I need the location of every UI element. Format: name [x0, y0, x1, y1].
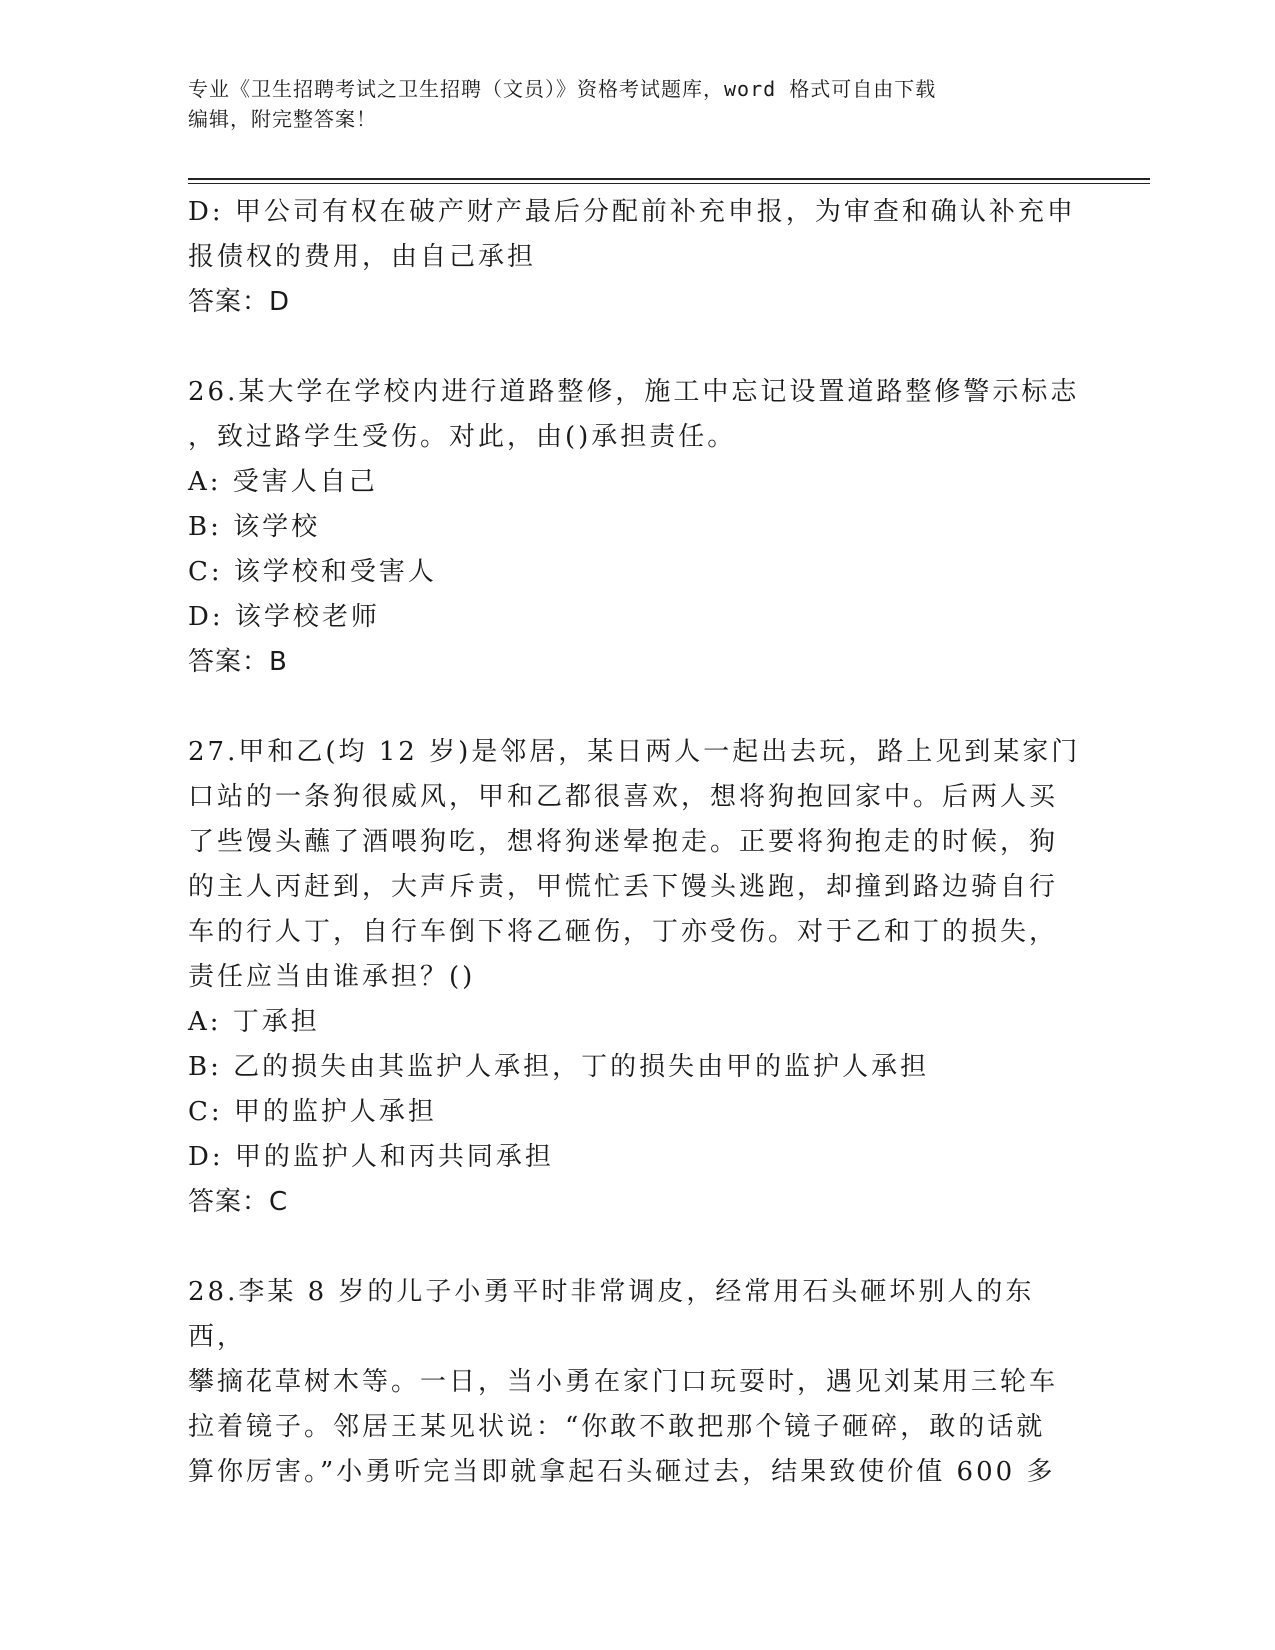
option-b: B: 该学校: [188, 512, 321, 542]
option-d: D: 甲的监护人和丙共同承担: [188, 1142, 554, 1172]
header-divider-thick: [188, 178, 1150, 180]
question-27: [188, 730, 1088, 1225]
previous-question-tail: [188, 190, 1088, 325]
option-d: D: 甲公司有权在破产财产最后分配前补充申报，为审查和确认补充申 报债权的费用，由自己承担: [188, 197, 1076, 272]
document-header: 专业《卫生招聘考试之卫生招聘（文员）》资格考试题库，word 格式可自由下载 编辑，附完整答案！: [188, 77, 937, 131]
question-stem: 26.某大学在学校内进行道路整修，施工中忘记设置道路整修警示标志 ，致过路学生受伤。对此，由()承担责任。: [188, 377, 1080, 452]
option-a: A: 丁承担: [188, 1007, 320, 1037]
question-content: [188, 190, 1088, 1495]
question-26: [188, 370, 1088, 685]
option-a: A: 受害人自己: [188, 467, 378, 497]
answer-line: 答案：C: [188, 1187, 289, 1217]
question-stem: 28.李某 8 岁的儿子小勇平时非常调皮，经常用石头砸坏别人的东西， 攀摘花草树木等。一日，当小勇在家门口玩耍时，遇见刘某用三轮车 拉着镜子。邻居王某见状说：“你敢不敢把那个镜子砸碎，敢的话就 算你厉害。”小勇听完当即就拿起石头砸过去，结果致使价值 600 多: [188, 1277, 1059, 1487]
header-divider-thin: [188, 183, 1150, 184]
question-28: [188, 1270, 1088, 1495]
question-stem: 27.甲和乙(均 12 岁)是邻居，某日两人一起出去玩，路上见到某家门 口站的一条狗很威风，甲和乙都很喜欢，想将狗抱回家中。后两人买 了些馒头蘸了酒喂狗吃，想将狗迷晕抱走。正要将狗抱走的时候，狗 的主人丙赶到，大声斥责，甲慌忙丢下馒头逃跑，却撞到路边骑自行 车的行人丁，自行车倒下将乙砸伤，丁亦受伤。对于乙和丁的损失， 责任应当由谁承担？(): [188, 737, 1081, 992]
answer-line: 答案：B: [188, 647, 288, 677]
option-d: D: 该学校老师: [188, 602, 380, 632]
option-c: C: 该学校和受害人: [188, 557, 437, 587]
option-c: C: 甲的监护人承担: [188, 1097, 437, 1127]
answer-line: 答案：D: [188, 287, 291, 317]
option-b: B: 乙的损失由其监护人承担，丁的损失由甲的监护人承担: [188, 1052, 930, 1082]
